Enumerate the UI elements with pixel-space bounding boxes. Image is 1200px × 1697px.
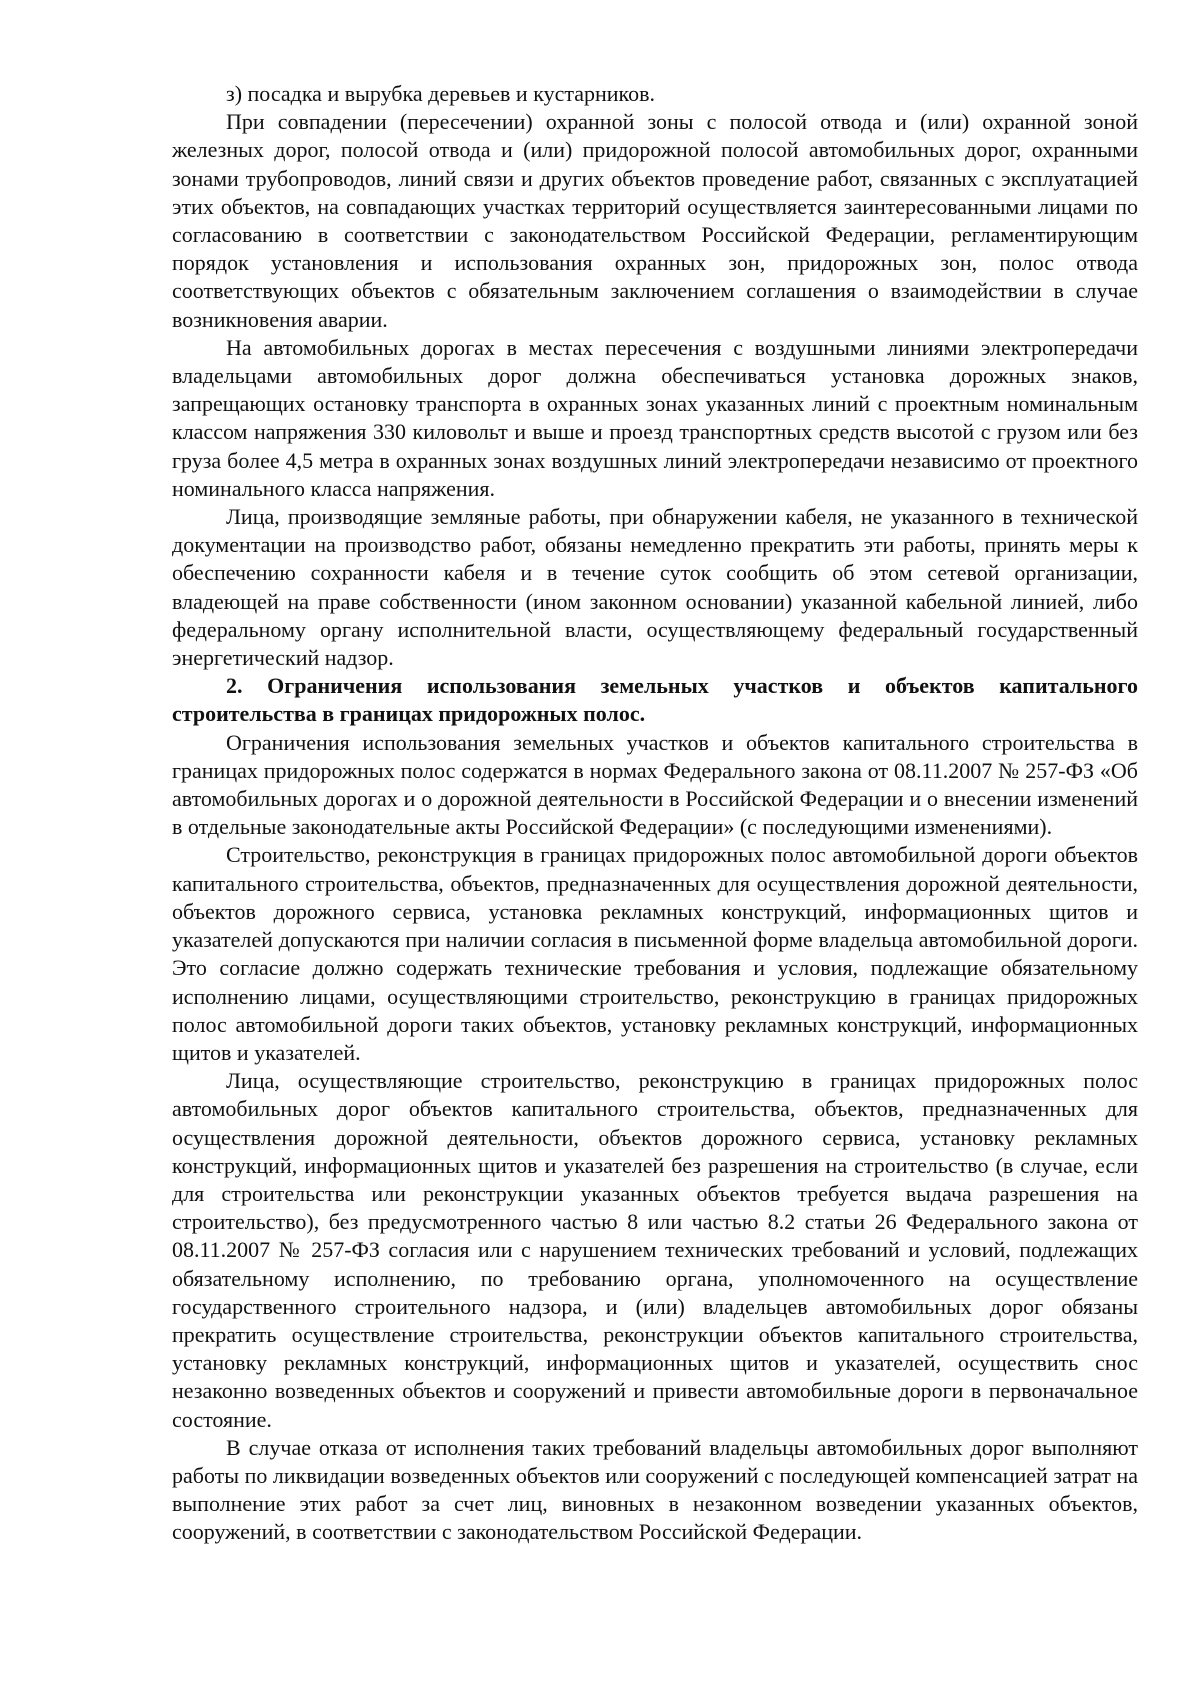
paragraph-restrictions: Ограничения использования земельных участков и объектов капитального строительства в границах придорожных полос содержатся в нормах Федерального закона от 08.11.2007 № 257-ФЗ «Об автомобильных дорогах и о дорожной деятельности в Российской Федерации и о внесении изменений в отдельные законодательные акты Российской Федерации» (с последующими изменениями). xyxy=(172,729,1138,840)
paragraph-item-z: з) посадка и вырубка деревьев и кустарников. xyxy=(226,81,655,106)
paragraph-earthworks: Лица, производящие земляные работы, при обнаружении кабеля, не указанного в технической документации на производство работ, обязаны немедленно прекратить эти работы, принять меры к обеспечению сохранности кабеля и в течение суток сообщить об этом сетевой организации, владеющей на праве собственности (ином законном основании) указанной кабельной линией, либо федеральному органу исполнительной власти, осуществляющему федеральный государственный энергетический надзор. xyxy=(172,504,1138,671)
document-page xyxy=(172,80,1138,1547)
section-heading-2: 2. Ограничения использования земельных участков и объектов капитального строительства в границах придорожных полос. xyxy=(172,673,1138,727)
paragraph-power-lines: На автомобильных дорогах в местах пересечения с воздушными линиями электропередачи владельцами автомобильных дорог должна обеспечиваться установка дорожных знаков, запрещающих остановку транспорта в охранных зонах указанных линий с проектным номинальным классом напряжения 330 киловольт и выше и проезд транспортных средств высотой с грузом или без груза более 4,5 метра в охранных зонах воздушных линий электропередачи независимо от проектного номинального класса напряжения. xyxy=(172,334,1138,501)
paragraph-refusal: В случае отказа от исполнения таких требований владельцы автомобильных дорог выполняют работы по ликвидации возведенных объектов или сооружений с последующей компенсацией затрат на выполнение этих работ за счет лиц, виновных в незаконном возведении указанных объектов, сооружений, в соответствии с законодательством Российской Федерации. xyxy=(172,1434,1138,1545)
paragraph-zone-overlap: При совпадении (пересечении) охранной зоны с полосой отвода и (или) охранной зоной железных дорог, полосой отвода и (или) придорожной полосой автомобильных дорог, охранными зонами трубопроводов, линий связи и других объектов проведение работ, связанных с эксплуатацией этих объектов, на совпадающих участках территорий осуществляется заинтересованными лицами по согласованию в соответствии с законодательством Российской Федерации, регламентирующим порядок установления и использования охранных зон, придорожных зон, полос отвода соответствующих объектов с обязательным заключением соглашения о взаимодействии в случае возникновения аварии. xyxy=(172,109,1138,332)
paragraph-unauthorized-construction: Лица, осуществляющие строительство, реконструкцию в границах придорожных полос автомобильных дорог объектов капитального строительства, объектов, предназначенных для осуществления дорожной деятельности, объектов дорожного сервиса, установку рекламных конструкций, информационных щитов и указателей без разрешения на строительство (в случае, если для строительства или реконструкции указанных объектов требуется выдача разрешения на строительство), без предусмотренного частью 8 или частью 8.2 статьи 26 Федерального закона от 08.11.2007 № 257-ФЗ согласия или с нарушением технических требований и условий, подлежащих обязательному исполнению, по требованию органа, уполномоченного на осуществление государственного строительного надзора, и (или) владельцев автомобильных дорог обязаны прекратить осуществление строительства, реконструкции объектов капитального строительства, установку рекламных конструкций, информационных щитов и указателей, осуществить снос незаконно возведенных объектов и сооружений и привести автомобильные дороги в первоначальное состояние. xyxy=(172,1068,1138,1432)
paragraph-construction-consent: Строительство, реконструкция в границах придорожных полос автомобильной дороги объектов капитального строительства, объектов, предназначенных для осуществления дорожной деятельности, объектов дорожного сервиса, установка рекламных конструкций, информационных щитов и указателей допускаются при наличии согласия в письменной форме владельца автомобильной дороги. Это согласие должно содержать технические требования и условия, подлежащие обязательному исполнению лицами, осуществляющими строительство, реконструкцию в границах придорожных полос автомобильной дороги таких объектов, установку рекламных конструкций, информационных щитов и указателей. xyxy=(172,842,1138,1065)
